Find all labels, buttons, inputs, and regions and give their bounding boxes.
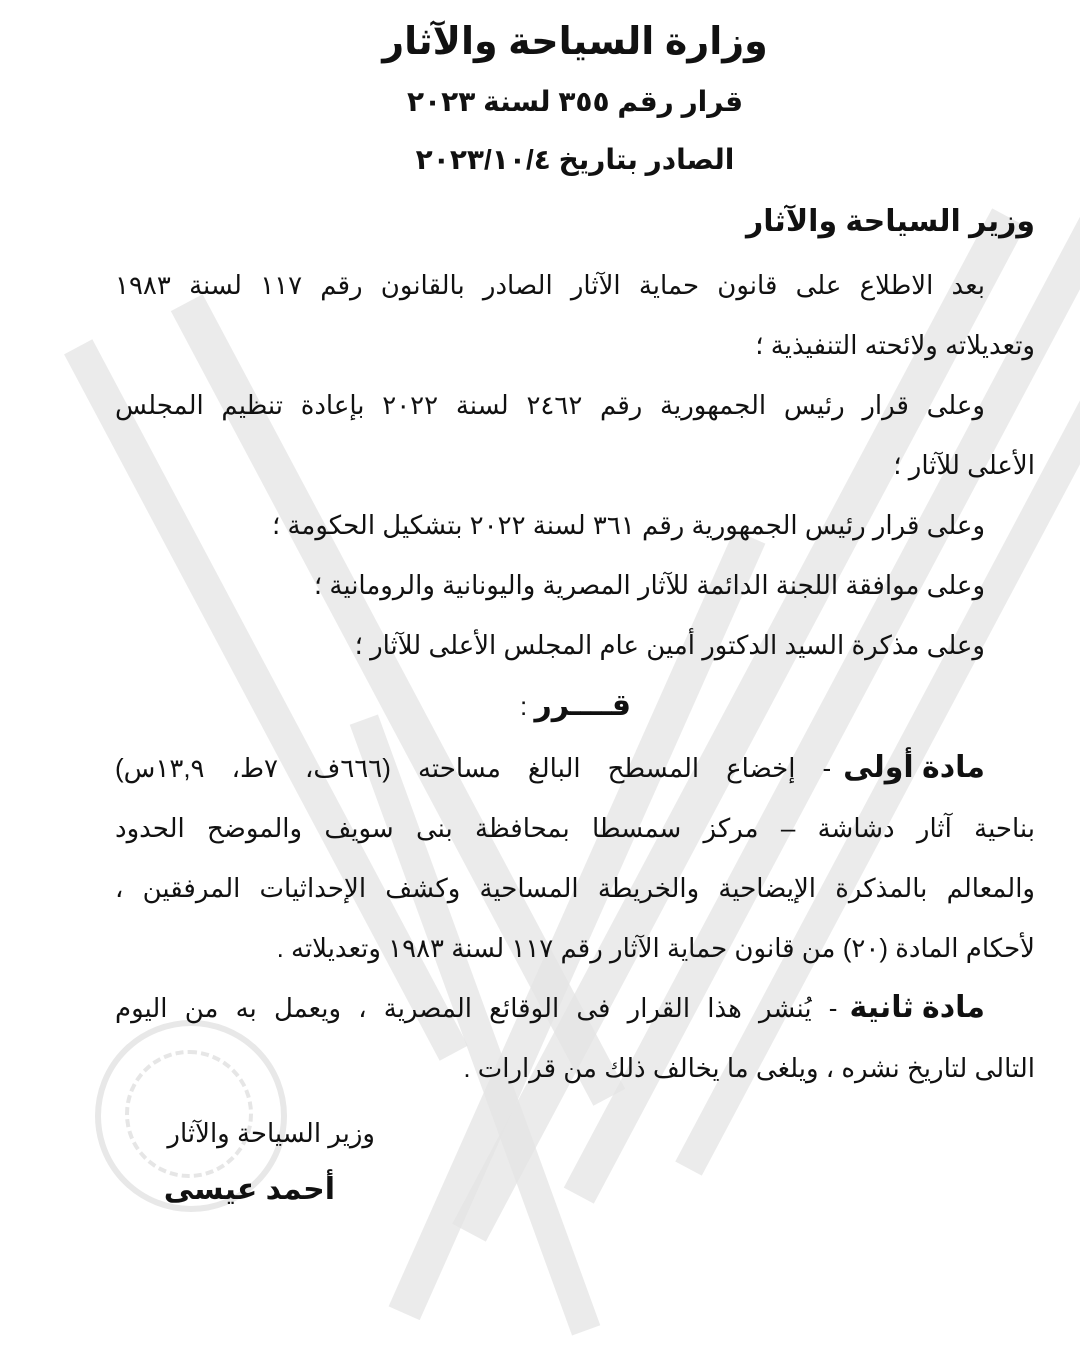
article-2-text: - يُنشر هذا القرار فى الوقائع المصرية ، ويعمل به من اليوم <box>115 993 838 1023</box>
article-2-first-line <box>115 988 985 1028</box>
article-2-title: مادة ثانية <box>849 991 985 1024</box>
article-2-line: التالى لتاريخ نشره ، ويلغى ما يخالف ذلك من قرارات . <box>463 1053 1035 1083</box>
preamble-line: وتعديلاته ولائحته التنفيذية ؛ <box>755 330 1035 360</box>
preamble-line: وعلى موافقة اللجنة الدائمة للآثار المصرية واليونانية والرومانية ؛ <box>313 570 985 600</box>
signature-name: أحمد عيسى <box>163 1173 335 1206</box>
preamble-line: بعد الاطلاع على قانون حماية الآثار الصادر بالقانون رقم ١١٧ لسنة ١٩٨٣ <box>115 270 985 300</box>
article-1-line: والمعالم بالمذكرة الإيضاحية والخريطة المساحية وكشف الإحداثيات المرفقين ، <box>115 873 1035 903</box>
preamble-line: الأعلى للآثار ؛ <box>893 450 1035 480</box>
article-1-title: مادة أولى <box>843 751 985 784</box>
article-1-first-line <box>115 748 985 788</box>
ministry-title: وزارة السياحة والآثار <box>382 21 768 63</box>
article-1-line: لأحكام المادة (٢٠) من قانون حماية الآثار رقم ١١٧ لسنة ١٩٨٣ وتعديلاته . <box>276 933 1035 963</box>
decree-number: قرار رقم ٣٥٥ لسنة ٢٠٢٣ <box>406 86 744 117</box>
preamble-line: وعلى قرار رئيس الجمهورية رقم ٣٦١ لسنة ٢٠٢٢ بتشكيل الحكومة ؛ <box>271 510 985 540</box>
decided-colon: : <box>520 691 528 721</box>
preamble-line: وعلى مذكرة السيد الدكتور أمين عام المجلس الأعلى للآثار ؛ <box>354 630 985 660</box>
decided-label: قــــرر <box>534 689 632 722</box>
signature-title: وزير السياحة والآثار <box>167 1118 375 1148</box>
issuer-heading: وزير السياحة والآثار <box>746 205 1035 238</box>
decided-heading <box>520 686 631 726</box>
article-1-text: - إخضاع المسطح البالغ مساحته (٦٦٦ف، ٧ط، ١٣,٩س) <box>115 753 832 783</box>
decree-date: الصادر بتاريخ ٢٠٢٣/١٠/٤ <box>415 144 735 175</box>
preamble-line: وعلى قرار رئيس الجمهورية رقم ٢٤٦٢ لسنة ٢٠٢٢ بإعادة تنظيم المجلس <box>115 390 985 420</box>
article-1-line: بناحية آثار دشاشة – مركز سمسطا بمحافظة بنى سويف والموضح الحدود <box>115 813 1035 843</box>
